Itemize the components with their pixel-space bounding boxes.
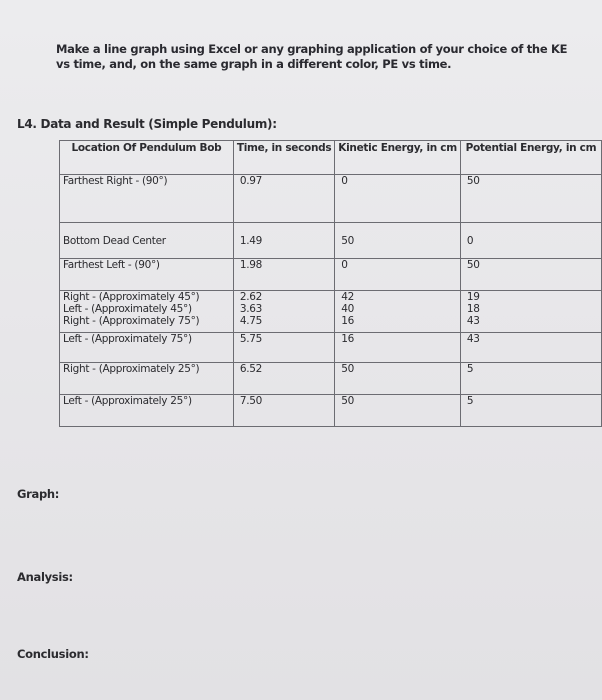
header-time-line-2: seconds: [285, 142, 332, 154]
cell-ke: 16: [341, 315, 355, 327]
table-header-row: [60, 141, 602, 175]
table-row: [60, 395, 602, 427]
cell-time: 0.97: [233, 175, 334, 223]
cell-pe-group: [460, 291, 601, 333]
cell-time: 2.62: [239, 291, 263, 303]
cell-time: 4.75: [239, 315, 263, 327]
cell-time: 6.52: [233, 363, 334, 395]
cell-location: Left - (Approximately 45°): [63, 303, 192, 315]
cell-pe: 0: [460, 223, 601, 259]
cell-ke-group: [335, 291, 461, 333]
cell-location: Bottom Dead Center: [60, 223, 234, 259]
table-row: [60, 363, 602, 395]
header-location-line-2: Of Pendulum Bob: [122, 142, 222, 154]
analysis-label: Analysis:: [17, 570, 73, 584]
header-ke-line-2: in cm: [426, 142, 457, 154]
cell-location: Right - (Approximately 45°): [63, 291, 200, 303]
header-pe-line-2: in cm: [565, 142, 597, 154]
cell-ke: 42: [341, 291, 355, 303]
table-row: [60, 333, 602, 363]
cell-pe: 43: [466, 315, 480, 327]
instructions: [56, 42, 576, 72]
conclusion-label: Conclusion:: [17, 647, 89, 661]
cell-pe: 50: [460, 175, 601, 223]
cell-location: Right - (Approximately 25°): [60, 363, 234, 395]
cell-time: 1.49: [233, 223, 334, 259]
cell-pe: 50: [460, 259, 601, 291]
header-time-line-1: Time, in: [236, 142, 282, 154]
header-ke-line-1: Kinetic Energy,: [338, 142, 424, 154]
table-row: [60, 259, 602, 291]
section-title: L4. Data and Result (Simple Pendulum):: [17, 117, 277, 131]
table-row: [60, 223, 602, 259]
cell-location-group: [60, 291, 234, 333]
header-location-line-1: Location: [71, 142, 120, 154]
cell-location: Left - (Approximately 75°): [60, 333, 234, 363]
cell-pe: 5: [460, 363, 601, 395]
cell-ke: 0: [335, 175, 461, 223]
header-potential-energy: [460, 141, 601, 175]
header-kinetic-energy: [335, 141, 461, 175]
cell-time: 7.50: [233, 395, 334, 427]
cell-time: 5.75: [233, 333, 334, 363]
cell-location: Right - (Approximately 75°): [63, 315, 200, 327]
cell-pe: 18: [466, 303, 480, 315]
cell-ke: 0: [335, 259, 461, 291]
header-time: [233, 141, 334, 175]
header-pe-line-1: Potential Energy,: [465, 142, 563, 154]
cell-time: 3.63: [239, 303, 263, 315]
cell-location: Farthest Right - (90°): [60, 175, 234, 223]
cell-pe: 43: [460, 333, 601, 363]
cell-ke: 16: [335, 333, 461, 363]
cell-location: Farthest Left - (90°): [60, 259, 234, 291]
header-location: [60, 141, 234, 175]
table-row: [60, 175, 602, 223]
cell-time: 1.98: [233, 259, 334, 291]
instructions-line-2: vs time, and, on the same graph in a different color, PE vs time.: [56, 57, 452, 71]
cell-pe: 19: [466, 291, 480, 303]
pendulum-data-table: [59, 140, 602, 427]
cell-time-group: [233, 291, 334, 333]
cell-ke: 50: [335, 223, 461, 259]
cell-ke: 50: [335, 395, 461, 427]
cell-location: Left - (Approximately 25°): [60, 395, 234, 427]
instructions-line-1: Make a line graph using Excel or any graphing application of your choice of the KE: [56, 42, 568, 56]
cell-ke: 50: [335, 363, 461, 395]
cell-pe: 5: [460, 395, 601, 427]
cell-ke: 40: [341, 303, 355, 315]
table-row: [60, 291, 602, 333]
graph-label: Graph:: [17, 487, 60, 501]
